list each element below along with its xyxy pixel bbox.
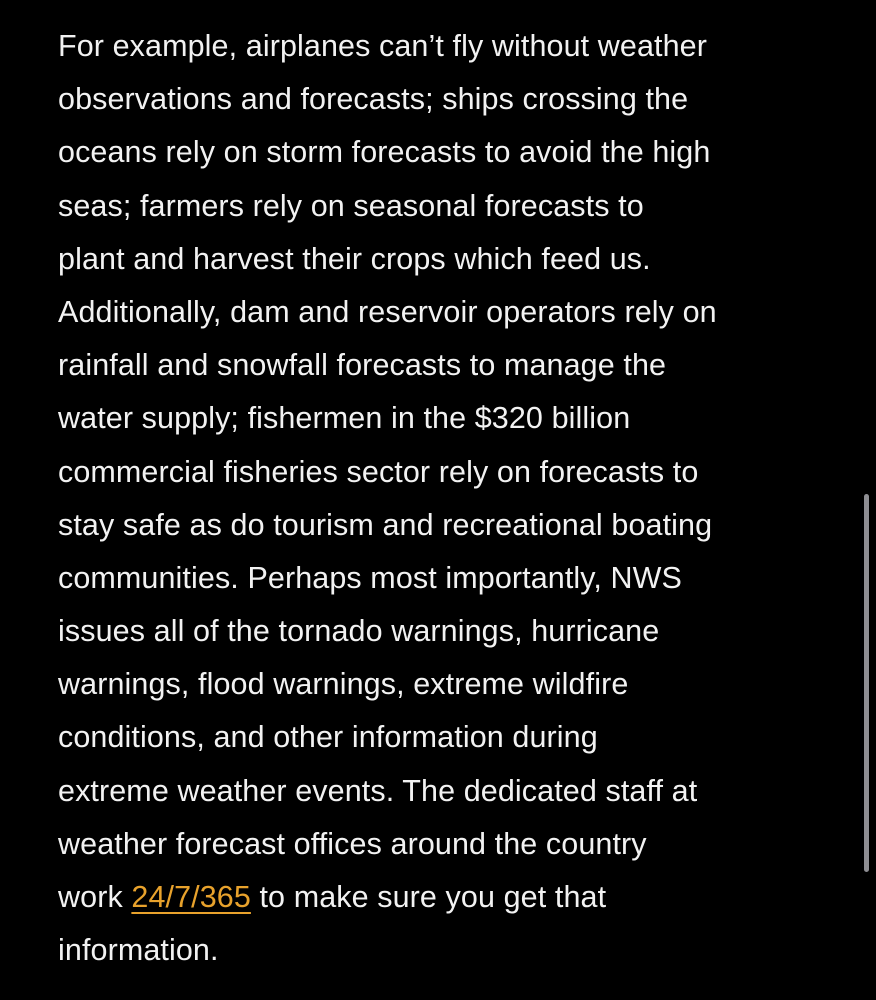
hours-link[interactable]: 24/7/365 [131,880,251,914]
text-line: water supply; fishermen in the $320 billion [58,401,631,436]
link-line-prefix: work [58,880,132,914]
text-line: extreme weather events. The dedicated staff at [58,773,698,808]
text-line: seas; farmers rely on seasonal forecasts to [58,188,644,223]
link-line-suffix: to make sure you get that [250,880,607,914]
text-line: plant and harvest their crops which feed us. [58,241,651,276]
text-line: information. [58,933,219,968]
vertical-scrollbar[interactable] [864,494,869,872]
text-line: rainfall and snowfall forecasts to manage the [58,348,667,383]
text-line: commercial fisheries sector rely on forecasts to [58,454,699,489]
text-line: conditions, and other information during [58,720,598,755]
text-line: Additionally, dam and reservoir operators rely on [58,294,717,329]
text-line: warnings, flood warnings, extreme wildfire [58,667,629,702]
text-line: observations and forecasts; ships crossing the [58,82,689,117]
article-body [58,20,838,977]
text-line: issues all of the tornado warnings, hurricane [58,614,660,649]
text-line-with-link [58,871,838,924]
text-line: For example, airplanes can’t fly without weather [58,29,707,63]
text-line: communities. Perhaps most importantly, NWS [58,560,682,595]
text-line: weather forecast offices around the country [58,826,647,861]
text-line: stay safe as do tourism and recreational boating [58,507,713,542]
text-line: oceans rely on storm forecasts to avoid the high [58,135,711,170]
